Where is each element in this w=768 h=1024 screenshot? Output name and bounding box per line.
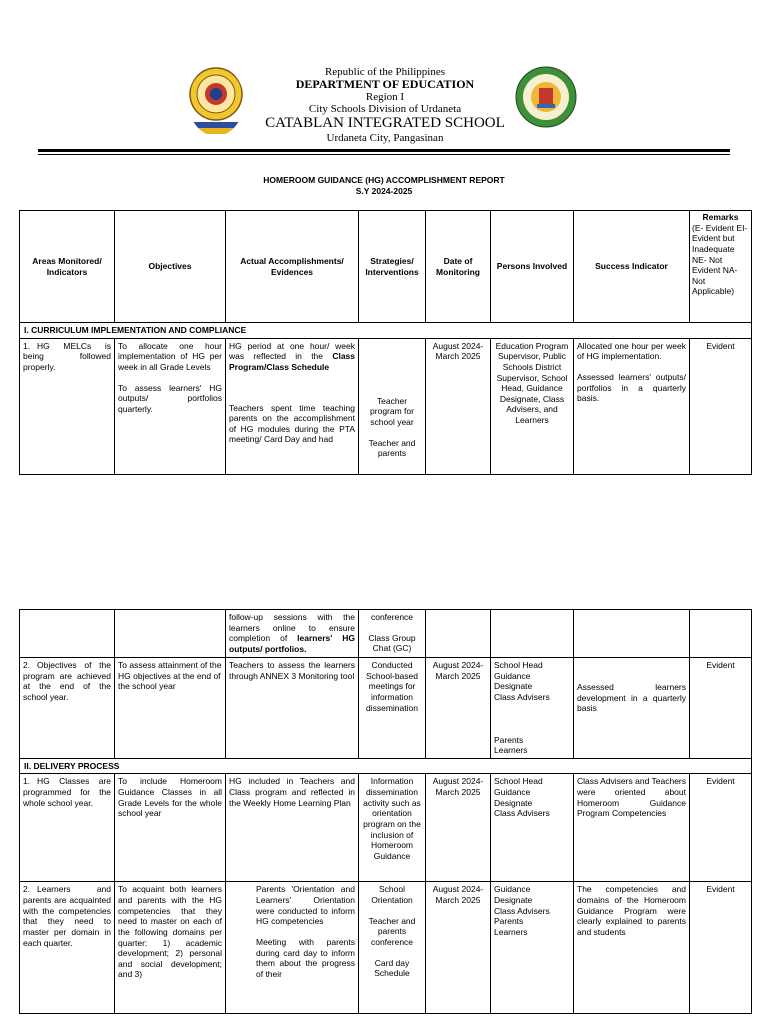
col-success: Success Indicator [574, 211, 690, 323]
region-line: Region I [365, 91, 405, 104]
school-name: CATABLAN INTEGRATED SCHOOL [265, 115, 505, 132]
accomplishment-table-page1 [19, 210, 752, 475]
success-text: Assessed learners development in a quarterly basis [577, 682, 686, 714]
strategy-3: Card day Schedule [374, 957, 410, 979]
report-title-block [0, 175, 768, 197]
success-cell [574, 338, 690, 474]
actual-2: Teachers spent time teaching parents on the accomplishment of HG modules during the PTA meeting/ Card Day and had [229, 402, 355, 445]
section-title-1: I. CURRICULUM IMPLEMENTATION AND COMPLIANCE [20, 323, 752, 339]
row-number: 1. [23, 776, 31, 787]
actual-cont-text: follow-up sessions with the learners online to ensure completion of [229, 612, 355, 644]
persons-cell [491, 774, 574, 882]
actual-cell [226, 610, 359, 658]
strategies-cell: Conducted School-based meetings for information dissemination [359, 658, 426, 759]
area-cell [20, 610, 115, 658]
section-title-2: II. DELIVERY PROCESS [20, 758, 752, 774]
objectives-cell: To assess attainment of the HG objectives at the end of the school year [115, 658, 226, 759]
success-cell [574, 610, 690, 658]
col-actual: Actual Accomplishments/ Evidences [226, 211, 359, 323]
remark-cell: Evident [690, 338, 752, 474]
strategy-1: School Orientation [371, 884, 413, 905]
date-cell: August 2024- March 2025 [426, 882, 491, 1014]
actual-1-bold: Class Program/Class Schedule [229, 351, 355, 372]
col-date: Date of Monitoring [426, 211, 491, 323]
person-1: School Head [494, 660, 543, 670]
person-2: Class Advisers [494, 905, 550, 916]
person-4: Learners [494, 926, 528, 937]
date-cell: August 2024- March 2025 [426, 774, 491, 882]
table-row [20, 338, 752, 474]
objectives-cell: To acquaint both learners and parents with the HG competencies that they need to master on each of the following domains per quarter: 1) academic development; 2) personal and social development; and 3) [115, 882, 226, 1014]
persons-cell [491, 882, 574, 1014]
report-title: HOMEROOM GUIDANCE (HG) ACCOMPLISHMENT REPORT [263, 175, 505, 185]
strategies-cell: Information dissemination activity such as orientation program on the inclusion of Homeroom Guidance [359, 774, 426, 882]
table-header-row [20, 211, 752, 323]
person-3: Parents [494, 916, 524, 927]
success-cell: Class Advisers and Teachers were oriented about Homeroom Guidance Program Competencies [574, 774, 690, 882]
row-number: 1. [23, 340, 31, 351]
table-row [20, 658, 752, 759]
objectives-cell [115, 338, 226, 474]
remark-cell [690, 610, 752, 658]
persons-cell [491, 610, 574, 658]
col-remarks [690, 211, 752, 323]
person-5: Learners [494, 745, 528, 756]
area-text: HG MELCs is being followed properly. [23, 340, 111, 372]
remark-cell: Evident [690, 774, 752, 882]
header-rule-thick [38, 149, 730, 152]
person-2: Guidance Designate [494, 787, 533, 808]
success-1: Allocated one hour per week of HG implementation. [577, 340, 686, 362]
actual-1-text: HG period at one hour/ week was reflected in the [229, 340, 355, 362]
objective-2: To assess learners' HG outputs/ portfolios quarterly. [118, 382, 222, 414]
remark-cell: Evident [690, 658, 752, 759]
strategy-2: Teacher and parents conference [368, 915, 416, 947]
strategy-2: Class Group Chat (GC) [368, 632, 416, 654]
row-number: 2. [23, 660, 31, 670]
actual-2: Meeting with parents during card day to inform them about the progress of their [256, 936, 355, 979]
objective-1: To allocate one hour implementation of HG per week in all Grade Levels [118, 340, 222, 372]
persons-cell [491, 658, 574, 759]
success-cell [574, 658, 690, 759]
actual-cell [226, 882, 359, 1014]
person-2: Guidance Designate [494, 670, 533, 692]
remarks-title: Remarks [702, 212, 739, 222]
accomplishment-table-page2 [19, 609, 752, 1014]
header-rule-thin [38, 154, 730, 155]
table-row [20, 610, 752, 658]
objectives-cell [115, 610, 226, 658]
strategy-1: Teacher program for school year [370, 395, 414, 427]
actual-cont-bold: learners' HG outputs/ portfolios. [229, 633, 356, 654]
section-row [20, 758, 752, 774]
persons-cell: Education Program Supervisor, Public Schools District Supervisor, School Head, Guidance Designate, Class Advisers, and Learners [491, 338, 574, 474]
col-strategies: Strategies/ Interventions [359, 211, 426, 323]
table-row [20, 882, 752, 1014]
area-cell [20, 658, 115, 759]
success-2: Assessed learners' outputs/ portfolios in a quarterly basis. [577, 371, 686, 404]
strategy-1: conference [370, 612, 414, 622]
success-cell: The competencies and domains of the Homeroom Guidance Program were clearly explained to parents and students [574, 882, 690, 1014]
person-4: Parents [494, 734, 524, 745]
person-1: School Head [494, 776, 543, 787]
area-text: Objectives of the program are achieved at the end of the school year. [23, 660, 111, 702]
actual-cell [226, 338, 359, 474]
strategy-2: Teacher and parents [368, 437, 416, 459]
area-cell [20, 882, 115, 1014]
actual-1: Parents 'Orientation and Learners' Orientation were conducted to inform HG competencies [256, 884, 355, 927]
letterhead [0, 60, 768, 150]
row-number: 2. [23, 884, 31, 895]
col-persons: Persons Involved [491, 211, 574, 323]
section-row [20, 323, 752, 339]
department-line: DEPARTMENT OF EDUCATION [295, 77, 475, 92]
date-cell: August 2024- March 2025 [426, 338, 491, 474]
table-row [20, 774, 752, 882]
date-cell: August 2024- March 2025 [426, 658, 491, 759]
date-cell [426, 610, 491, 658]
col-objectives: Objectives [115, 211, 226, 323]
objectives-cell: To include Homeroom Guidance Classes in all Grade Levels for the whole school year [115, 774, 226, 882]
school-address: Urdaneta City, Pangasinan [326, 131, 444, 144]
person-3: Class Advisers [494, 808, 550, 819]
area-cell [20, 338, 115, 474]
strategies-cell [359, 882, 426, 1014]
division-line: City Schools Division of Urdaneta [308, 103, 462, 116]
report-school-year: S.Y 2024-2025 [355, 186, 413, 197]
actual-cell: HG included in Teachers and Class program and reflected in the Weekly Home Learning Plan [226, 774, 359, 882]
strategies-cell [359, 610, 426, 658]
person-1: Guidance Designate [494, 884, 533, 905]
remark-cell: Evident [690, 882, 752, 1014]
remarks-legend: (E- Evident EI- Evident but Inadequate NE- Not Evident NA- Not Applicable) [692, 222, 748, 297]
republic-line: Republic of the Philippines [324, 66, 446, 78]
area-cell [20, 774, 115, 882]
person-3: Class Advisers [494, 691, 550, 702]
actual-cell: Teachers to assess the learners through ANNEX 3 Monitoring tool [226, 658, 359, 759]
actual-1 [229, 341, 355, 373]
area-text: Learners and parents are acquainted with the competencies that they need to master per domain in each quarter. [23, 884, 111, 948]
area-text: HG Classes are programmed for the whole school year. [23, 776, 111, 808]
col-areas: Areas Monitored/ Indicators [20, 211, 115, 323]
strategies-cell [359, 338, 426, 474]
